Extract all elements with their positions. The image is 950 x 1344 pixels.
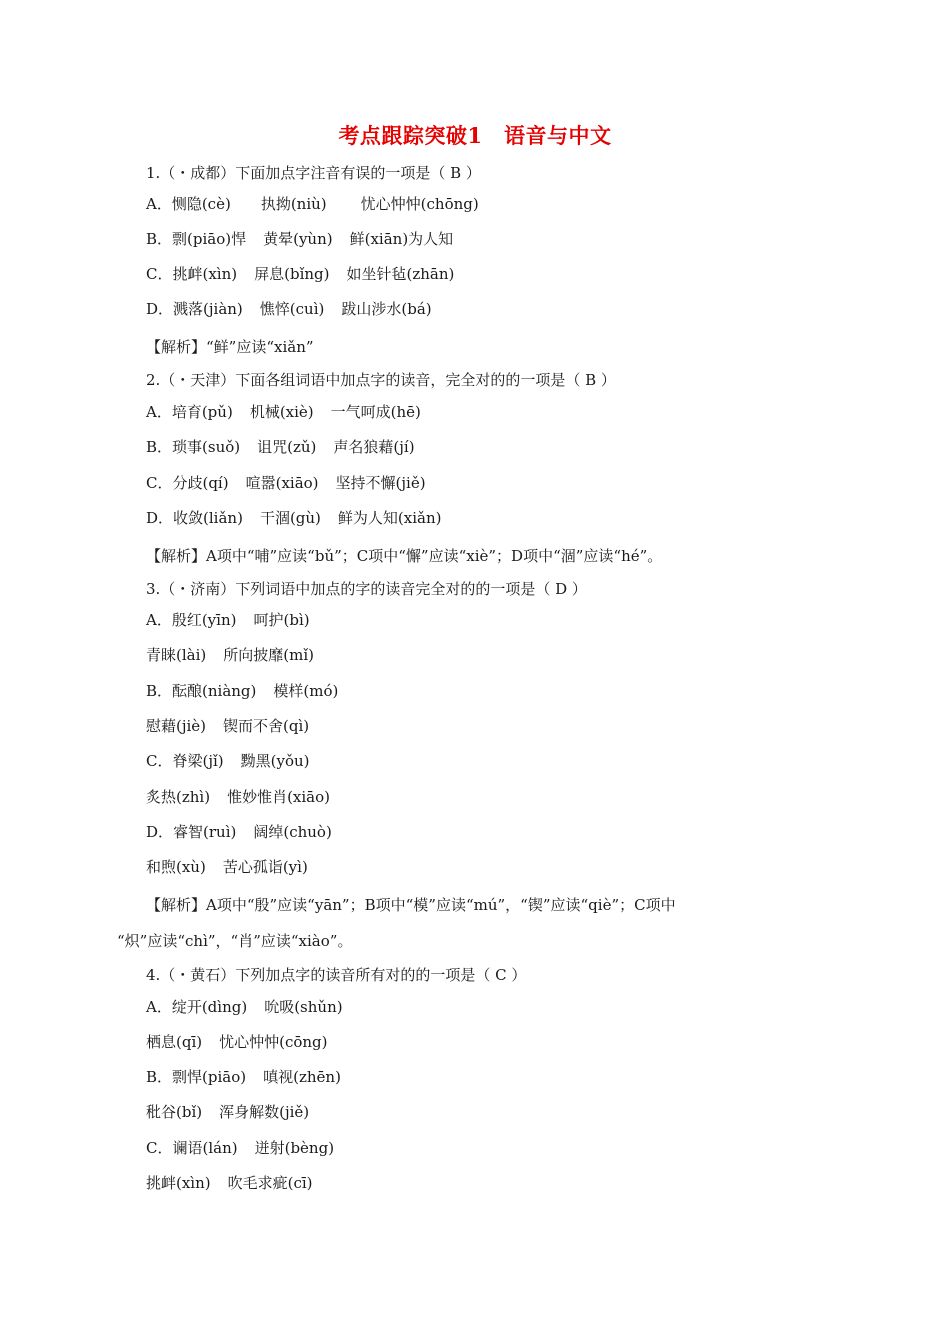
q4-c-2: 迸射(bèng) [254,1139,335,1157]
q4-b-4: 浑身解数(jiě) [219,1103,310,1121]
q1-c-3: 如坐针毡(zhān) [346,265,455,283]
q2-a-1: A．培育(pǔ) [146,403,233,421]
q3-d-4: 苦心孤诣(yì) [222,858,308,876]
q3-b-1: B．酝酿(niàng) [146,682,257,700]
q3-d-3: 和煦(xù) [146,858,206,876]
q2-b-1: B．琐事(suǒ) [146,438,241,456]
q2-d-1: D．收敛(liǎn) [146,509,243,527]
q3-c-4: 惟妙惟肖(xiāo) [227,788,331,806]
q1-b-3: 鲜(xiān)为人知 [349,230,454,248]
q4-b-2: 嗔视(zhēn) [263,1068,341,1086]
q1-b-1: B．剽(piāo)悍 [146,230,247,248]
q1-option-d [146,298,452,320]
q1-option-c [146,263,474,285]
q2-d-3: 鲜为人知(xiǎn) [337,509,442,527]
q1-a-3: 忧心忡忡(chōng) [360,195,479,213]
q2-b-2: 诅咒(zǔ) [257,438,317,456]
q3-option-d-1 [146,821,352,843]
q2-option-d [146,507,461,529]
q3-b-4: 锲而不舍(qì) [223,717,310,735]
q2-a-3: 一气呵成(hē) [330,403,421,421]
q4-stem: 4.（・黄石）下列加点字的读音所有对的的一项是（ C ） [146,966,527,984]
q3-b-2: 模样(mó) [273,682,339,700]
q2-b-3: 声名狼藉(jí) [333,438,415,456]
q2-option-a [146,401,441,423]
q4-b-3: 秕谷(bǐ) [146,1103,203,1121]
q3-stem: 3.（・济南）下列词语中加点的字的读音完全对的的一项是（ D ） [146,580,587,598]
q4-c-3: 挑衅(xìn) [146,1174,211,1192]
q3-c-2: 黝黑(yǒu) [240,752,310,770]
q1-analysis: 【解析】“鲜”应读“xiǎn” [146,338,314,356]
q1-d-1: D．溅落(jiàn) [146,300,243,318]
q2-c-3: 坚持不懈(jiě) [335,474,426,492]
q3-c-1: C．脊梁(jǐ) [146,752,224,770]
q3-d-1: D．睿智(ruì) [146,823,237,841]
q3-a-4: 所向披靡(mǐ) [223,646,314,664]
q3-option-c-2 [146,786,350,808]
q4-option-b-1 [146,1066,361,1088]
q4-a-3: 栖息(qī) [146,1033,203,1051]
q4-option-c-2 [146,1172,333,1194]
q3-b-3: 慰藉(jiè) [146,717,207,735]
q4-option-b-2 [146,1101,329,1123]
q1-stem: 1.（・成都）下面加点字注音有误的一项是（ B ） [146,164,481,182]
q3-a-1: A．殷红(yīn) [146,611,237,629]
q3-analysis-line-1: 【解析】A项中“殷”应读“yān”；B项中“模”应读“mú”，“锲”应读“qiè”；C项中 [146,896,676,914]
q1-d-2: 憔悴(cuì) [259,300,325,318]
q4-option-c-1 [146,1137,354,1159]
q3-analysis-line-2: “炽”应读“chì”，“肖”应读“xiào”。 [117,932,353,950]
q1-a-2: 执拗(niù) [260,195,327,213]
q1-a-1: A．恻隐(cè) [146,195,231,213]
q3-option-b-1 [146,680,358,702]
q2-d-2: 干涸(gù) [259,509,321,527]
q2-a-2: 机械(xiè) [249,403,314,421]
q4-a-2: 吮吸(shǔn) [264,998,343,1016]
q3-c-3: 炙热(zhì) [146,788,211,806]
q3-option-a-2 [146,644,334,666]
q3-a-2: 呵护(bì) [253,611,310,629]
q1-d-3: 跋山涉水(bá) [341,300,432,318]
q1-option-b [146,228,473,250]
q4-c-4: 吹毛求疵(cī) [227,1174,313,1192]
q2-option-b [146,436,435,458]
q1-option-a [146,193,499,215]
q4-a-4: 忧心忡忡(cōng) [219,1033,328,1051]
q2-stem: 2.（・天津）下面各组词语中加点字的读音，完全对的的一项是（ B ） [146,371,616,389]
q3-option-a-1 [146,609,330,631]
q1-c-1: C．挑衅(xìn) [146,265,238,283]
q3-option-c-1 [146,750,330,772]
q4-option-a-2 [146,1031,348,1053]
q2-option-c [146,472,446,494]
q2-c-2: 喧嚣(xiāo) [245,474,319,492]
q3-option-d-2 [146,856,328,878]
q4-a-1: A．绽开(dìng) [146,998,248,1016]
page-title: 考点跟踪突破1 语音与中文 [338,123,612,148]
q3-option-b-2 [146,715,329,737]
q2-c-1: C．分歧(qí) [146,474,229,492]
q4-b-1: B．剽悍(piāo) [146,1068,247,1086]
q2-analysis: 【解析】A项中“哺”应读“bǔ”；C项中“懈”应读“xiè”；D项中“涸”应读“hé”。 [146,547,663,565]
q4-c-1: C．谰语(lán) [146,1139,238,1157]
q3-d-2: 阔绰(chuò) [253,823,332,841]
q1-c-2: 屏息(bǐng) [254,265,330,283]
q4-option-a-1 [146,996,363,1018]
q3-a-3: 青睐(lài) [146,646,207,664]
q1-b-2: 黄晕(yùn) [263,230,333,248]
